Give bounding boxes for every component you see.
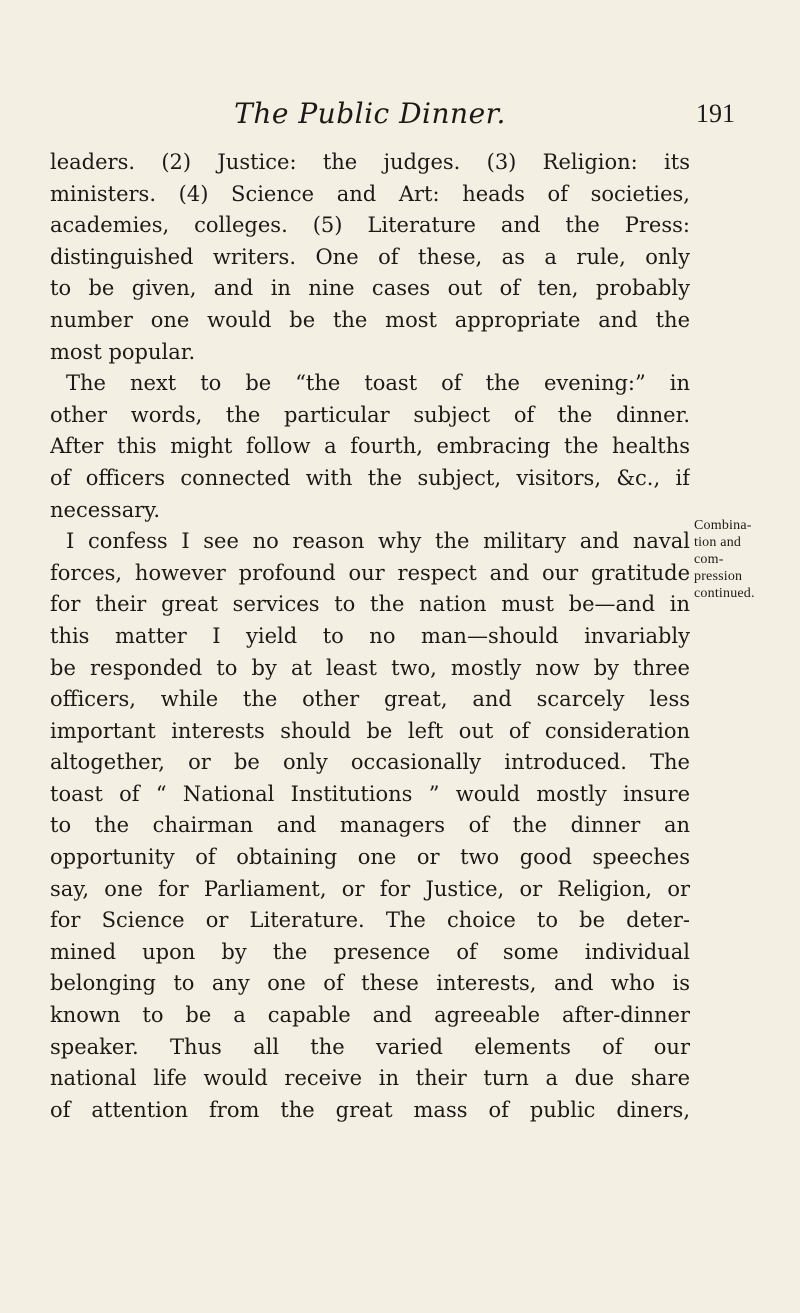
text-line: mined upon by the presence of some individual (50, 939, 690, 964)
text-line: known to be a capable and agreeable after-dinner (50, 1003, 690, 1028)
text-line: altogether, or be only occasionally introduced. The (50, 750, 690, 775)
text-line: forces, however profound our respect and our gratitude (50, 560, 690, 585)
marginal-note-line: Combina- (694, 518, 752, 533)
page-number: 191 (696, 99, 735, 128)
marginal-note-line: continued. (694, 586, 755, 601)
text-line: national life would receive in their turn a due share (50, 1066, 690, 1091)
text-line: to the chairman and managers of the dinner an (50, 813, 690, 838)
running-title: The Public Dinner. (234, 97, 506, 130)
marginal-note (694, 517, 800, 602)
text-line: leaders. (2) Justice: the judges. (3) Religion: its (50, 150, 690, 174)
text-line: officers, while the other great, and scarcely less (50, 687, 690, 712)
marginal-note-line: tion and (694, 535, 742, 550)
text-line: of attention from the great mass of public diners, (50, 1097, 690, 1122)
text-line: belonging to any one of these interests, and who is (50, 971, 690, 996)
text-line: I confess I see no reason why the military and naval (66, 529, 690, 554)
running-head (50, 94, 735, 134)
text-line: ministers. (4) Science and Art: heads of societies, (50, 181, 690, 206)
text-line: number one would be the most appropriate and the (50, 307, 690, 332)
text-line: important interests should be left out of consideration (50, 718, 690, 743)
text-line: necessary. (50, 497, 161, 522)
body-text (50, 147, 690, 1126)
text-line: The next to be “the toast of the evening:” in (66, 371, 690, 396)
text-line: to be given, and in nine cases out of ten, probably (50, 276, 690, 301)
text-line: most popular. (50, 339, 196, 364)
text-line: of officers connected with the subject, visitors, &c., if (50, 465, 690, 490)
text-line: opportunity of obtaining one or two good speeches (50, 845, 690, 870)
text-line: After this might follow a fourth, embracing the healths (50, 434, 690, 459)
marginal-note-line: pression (694, 569, 743, 584)
text-line: say, one for Parliament, or for Justice, or Religion, or (50, 876, 690, 901)
text-line: toast of “ National Institutions ” would mostly insure (50, 781, 690, 806)
text-line: distinguished writers. One of these, as a rule, only (50, 244, 690, 269)
text-line: speaker. Thus all the varied elements of our (50, 1034, 690, 1059)
text-line: for their great services to the nation must be—and in (50, 592, 690, 617)
text-line: be responded to by at least two, mostly now by three (50, 655, 690, 680)
text-line: for Science or Literature. The choice to be deter- (50, 908, 690, 933)
text-line: academies, colleges. (5) Literature and the Press: (50, 213, 690, 238)
text-line: other words, the particular subject of the dinner. (50, 402, 690, 427)
marginal-note-line: com- (694, 552, 724, 567)
text-line: this matter I yield to no man—should invariably (50, 623, 690, 648)
